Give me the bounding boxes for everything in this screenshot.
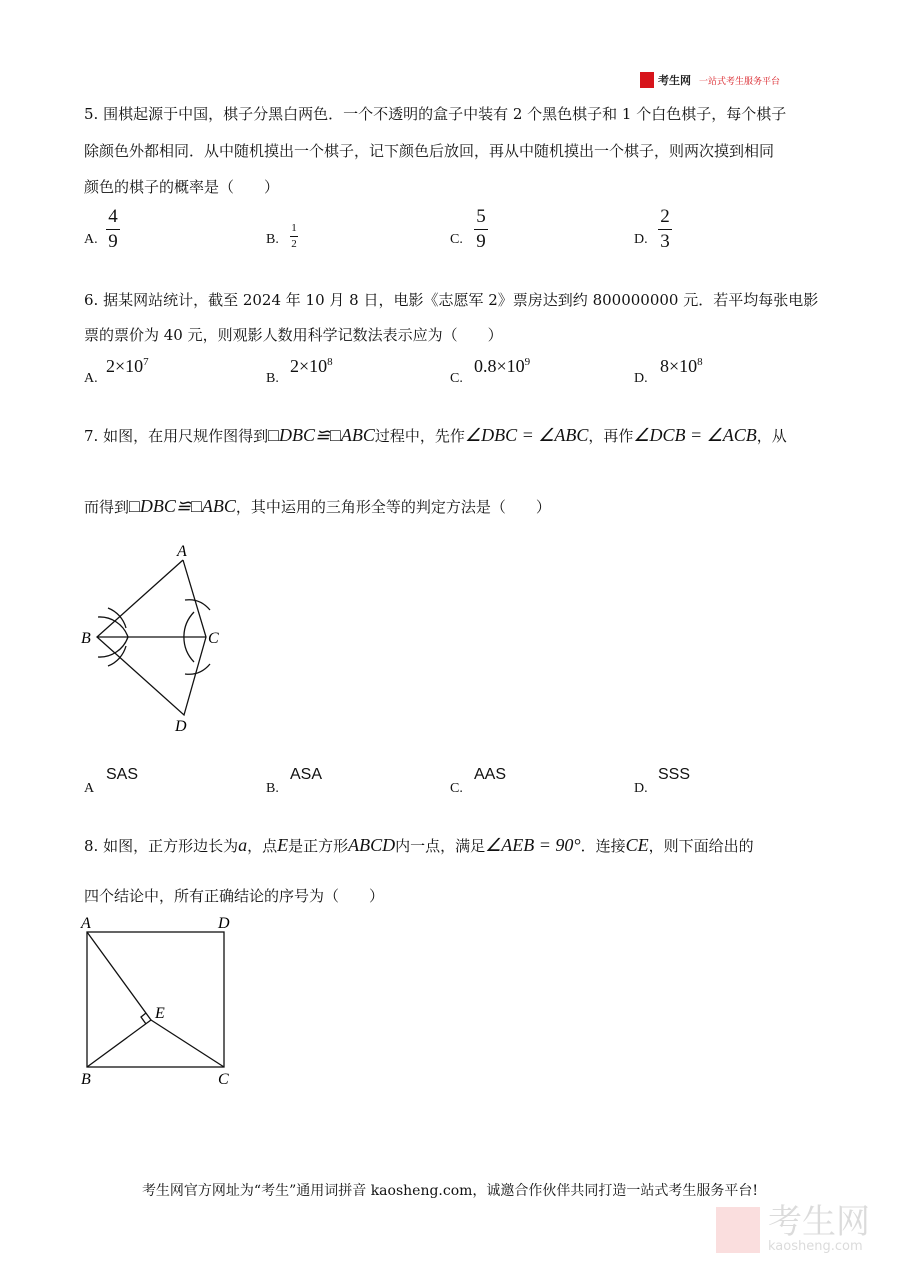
label-c: C [218,1071,229,1088]
arc [98,637,128,657]
q6-option-label: A. [84,371,98,386]
label-a: A [177,543,187,560]
text: 而得到 [84,498,130,516]
math: ABCD [348,835,396,855]
right-angle-mark [141,1013,146,1024]
base: 8×10 [660,356,698,376]
exponent: 8 [697,356,703,368]
math: □DBC≌□ABC [268,425,375,445]
denominator: 9 [476,231,486,252]
denominator: 9 [108,231,118,252]
label-d: D [175,718,187,735]
arc [98,617,128,637]
text: ，其中运用的三角形全等的判定方法是（ ） [235,498,551,516]
label-e: E [155,1005,165,1022]
text: 是正方形 [288,837,349,855]
q7-option-d-value: SSS [658,766,691,783]
watermark-domain: kaosheng.com [768,1239,863,1254]
label-c: C [208,630,219,647]
text: ，点 [247,837,278,855]
numerator: 4 [108,206,118,227]
math: ∠DBC = ∠ABC [464,425,589,445]
q6-line: 票的票价为 40 元，则观影人数用科学记数法表示应为（ ） [84,326,503,344]
exponent: 8 [327,356,333,368]
text: 8. 如图，正方形边长为 [84,837,239,855]
exponent: 9 [524,356,531,368]
text: ．连接 [580,837,626,855]
q7-option-label: D. [634,781,648,796]
watermark-logo [716,1202,870,1254]
base: 2×10 [290,356,328,376]
q6-option-label: B. [266,371,279,386]
denominator: 3 [660,231,670,252]
text: ，则下面给出的 [648,837,754,855]
label-d: D [218,915,230,932]
math: CE [625,835,649,855]
math: ∠AEB = 90° [485,835,581,855]
q5-line: 5. 围棋起源于中国，棋子分黑白两色．一个不透明的盒子中装有 2 个黑色棋子和 1 个白色棋子，每个棋子 [84,105,787,123]
watermark-name: 考生网 [768,1202,870,1242]
footer-text: 考生网官方网址为“考生”通用词拼音 kaosheng.com，诚邀合作伙伴共同打造一站式考生服务平台! [141,1183,759,1199]
q5-option-label: A. [84,232,98,247]
q5-option-label: D. [634,232,648,247]
logo-name: 考生网 [658,74,691,87]
text: ，再作 [588,427,634,445]
q5-line: 除颜色外都相同．从中随机摸出一个棋子，记下颜色后放回，再从中随机摸出一个棋子，则两次摸到相同 [84,142,775,160]
numerator: 1 [291,222,297,234]
exponent: 7 [143,356,149,368]
numerator: 5 [476,206,486,227]
q8-line-2: 四个结论中，所有正确结论的序号为（ ） [84,887,385,905]
q5-line: 颜色的棋子的概率是（ ） [84,178,280,196]
math: ∠DCB = ∠ACB [633,425,757,445]
q7-option-label: A [84,781,95,796]
q7-option-b-value: ASA [290,766,323,783]
text: 过程中，先作 [374,427,465,445]
label-b: B [81,1071,91,1088]
segments-ae-eb [87,932,151,1067]
label-a: A [81,915,91,932]
q7-option-label: B. [266,781,279,796]
numerator: 2 [660,206,670,227]
math: □DBC≌□ABC [129,496,236,516]
q6-option-label: C. [450,371,463,386]
q8-line-1 [84,835,754,856]
math: a [238,835,248,855]
square [87,932,224,1067]
q6-option-label: D. [634,371,648,386]
base: 0.8×10 [474,356,525,376]
header-slogan: 一站式考生服务平台 [699,76,781,87]
segment-ce [151,1020,224,1067]
q5-option-label: C. [450,232,463,247]
text: 7. 如图，在用尺规作图得到 [84,427,269,445]
text: ，从 [756,427,787,445]
q6-line: 6. 据某网站统计，截至 2024 年 10 月 8 日，电影《志愿军 2》票房达到约 800000000 元．若平均每张电影 [84,291,819,309]
q7-option-c-value: AAS [474,766,507,783]
math: E [277,835,289,855]
denominator: 2 [291,238,297,250]
base: 2×10 [106,356,144,376]
label-b: B [81,630,91,647]
text: 内一点，满足 [395,837,486,855]
q5-option-label: B. [266,232,279,247]
q7-option-label: C. [450,781,463,796]
q7-option-a-value: SAS [106,766,139,783]
watermark-mark-icon [716,1207,760,1253]
